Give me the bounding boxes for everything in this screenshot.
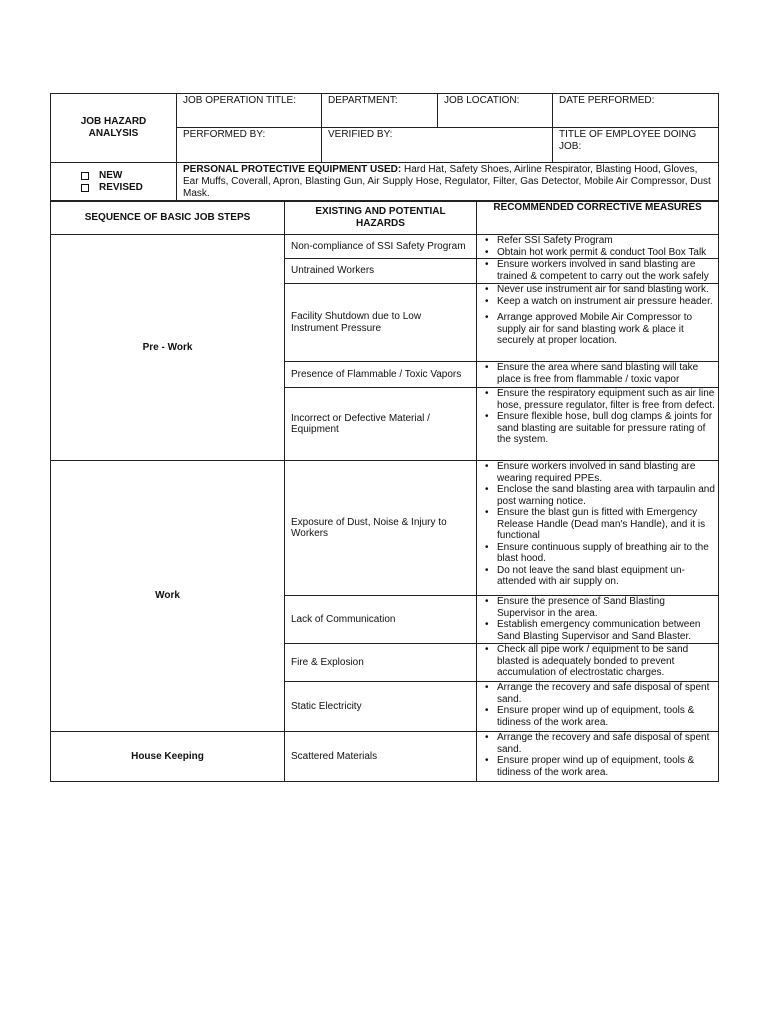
verified-by-field[interactable]: VERIFIED BY: <box>322 128 553 163</box>
revised-checkbox-icon[interactable] <box>81 184 89 192</box>
measure-item: • Refer SSI Safety Program <box>497 235 715 247</box>
measure-item: • Ensure the blast gun is fitted with Emergency Release Handle (Dead man's Handle), and it is functional <box>497 507 715 542</box>
measures-cell <box>477 235 719 259</box>
title-line-2: ANALYSIS <box>88 128 139 139</box>
measures-cell <box>477 362 719 388</box>
hazard-cell: Incorrect or Defective Material / Equipment <box>285 388 477 461</box>
hazard-cell: Untrained Workers <box>285 259 477 284</box>
step-pre-work: Pre - Work <box>51 235 285 461</box>
new-label: NEW <box>99 169 123 181</box>
job-operation-title-field[interactable]: JOB OPERATION TITLE: <box>177 94 322 128</box>
header-table <box>50 93 719 201</box>
measures-cell <box>477 284 719 362</box>
measure-item: • Check all pipe work / equipment to be sand blasted is adequately bonded to prevent accumulation of electrostatic charges. <box>497 644 715 679</box>
measure-item: • Keep a watch on instrument air pressure header. <box>497 296 715 308</box>
column-header-row <box>51 202 719 235</box>
measures-cell <box>477 388 719 461</box>
step-house-keeping: House Keeping <box>51 732 285 782</box>
measure-item: • Enclose the sand blasting area with tarpaulin and post warning notice. <box>497 484 715 507</box>
department-field[interactable]: DEPARTMENT: <box>322 94 438 128</box>
performed-by-field[interactable]: PERFORMED BY: <box>177 128 322 163</box>
measure-item: • Arrange the recovery and safe disposal of spent sand. <box>497 732 715 755</box>
measures-cell <box>477 644 719 682</box>
measure-item: • Ensure workers involved in sand blasting are trained & competent to carry out the work safely <box>497 259 715 282</box>
job-location-field[interactable]: JOB LOCATION: <box>438 94 553 128</box>
table-row <box>51 732 719 782</box>
ppe-label: PERSONAL PROTECTIVE EQUIPMENT USED: <box>183 164 402 175</box>
measures-column-header: RECOMMENDED CORRECTIVE MEASURES <box>477 202 719 235</box>
measures-cell <box>477 682 719 732</box>
step-work: Work <box>51 461 285 732</box>
hazard-cell: Non-compliance of SSI Safety Program <box>285 235 477 259</box>
document-title <box>51 94 177 163</box>
measures-cell <box>477 259 719 284</box>
new-checkbox-icon[interactable] <box>81 172 89 180</box>
hazard-cell: Presence of Flammable / Toxic Vapors <box>285 362 477 388</box>
date-performed-field[interactable]: DATE PERFORMED: <box>553 94 719 128</box>
revision-status <box>51 163 177 201</box>
measure-item: • Ensure the presence of Sand Blasting Supervisor in the area. <box>497 596 715 619</box>
revised-label: REVISED <box>99 181 143 193</box>
hazard-cell: Lack of Communication <box>285 596 477 644</box>
new-option[interactable] <box>81 170 176 182</box>
title-of-employee-field[interactable]: TITLE OF EMPLOYEE DOING JOB: <box>553 128 719 163</box>
hazard-cell: Static Electricity <box>285 682 477 732</box>
hazard-cell: Scattered Materials <box>285 732 477 782</box>
measure-item: • Ensure workers involved in sand blasting are wearing required PPEs. <box>497 461 715 484</box>
measure-item: • Never use instrument air for sand blasting work. <box>497 284 715 296</box>
measure-item: • Do not leave the sand blast equipment un-attended with air supply on. <box>497 565 715 588</box>
table-row <box>51 235 719 259</box>
ppe-cell <box>177 163 719 201</box>
measures-cell <box>477 732 719 782</box>
measure-item: • Arrange approved Mobile Air Compressor to supply air for sand blasting work & place it securely at proper location. <box>497 312 715 347</box>
measure-item: • Establish emergency communication between Sand Blasting Supervisor and Sand Blaster. <box>497 619 715 642</box>
measure-item: • Ensure the area where sand blasting will take place is free from flammable / toxic vapor <box>497 362 715 385</box>
measure-item: • Arrange the recovery and safe disposal of spent sand. <box>497 682 715 705</box>
measure-item: • Ensure the respiratory equipment such as air line hose, pressure regulator, filter is free from defect. <box>497 388 715 411</box>
measure-item: • Ensure proper wind up of equipment, tools & tidiness of the work area. <box>497 755 715 778</box>
ppe-items: Hard Hat, Safety Shoes, Airline Respirator, Blasting Hood, Gloves, Ear Muffs, Coverall, Apron, Blasting Gun, Air Supply Hose, Regulator, Filter, Gas Detector, Mobile Air Compressor, Dust Mask. <box>183 164 711 199</box>
measures-cell <box>477 461 719 596</box>
hazards-column-header: EXISTING AND POTENTIAL HAZARDS <box>285 202 477 235</box>
hazard-cell: Exposure of Dust, Noise & Injury to Workers <box>285 461 477 596</box>
sequence-column-header: SEQUENCE OF BASIC JOB STEPS <box>51 202 285 235</box>
measures-cell <box>477 596 719 644</box>
hazard-cell: Facility Shutdown due to Low Instrument Pressure <box>285 284 477 362</box>
measure-item: • Ensure continuous supply of breathing air to the blast hood. <box>497 542 715 565</box>
title-line-1: JOB HAZARD <box>80 116 147 127</box>
revised-option[interactable] <box>81 182 176 194</box>
measure-item: • Ensure proper wind up of equipment, tools & tidiness of the work area. <box>497 705 715 728</box>
table-row <box>51 461 719 596</box>
measure-item: • Obtain hot work permit & conduct Tool Box Talk <box>497 247 715 259</box>
hazard-cell: Fire & Explosion <box>285 644 477 682</box>
hazard-table <box>50 201 719 782</box>
measure-item: • Ensure flexible hose, bull dog clamps & joints for sand blasting are suitable for pressure rating of the system. <box>497 411 715 446</box>
